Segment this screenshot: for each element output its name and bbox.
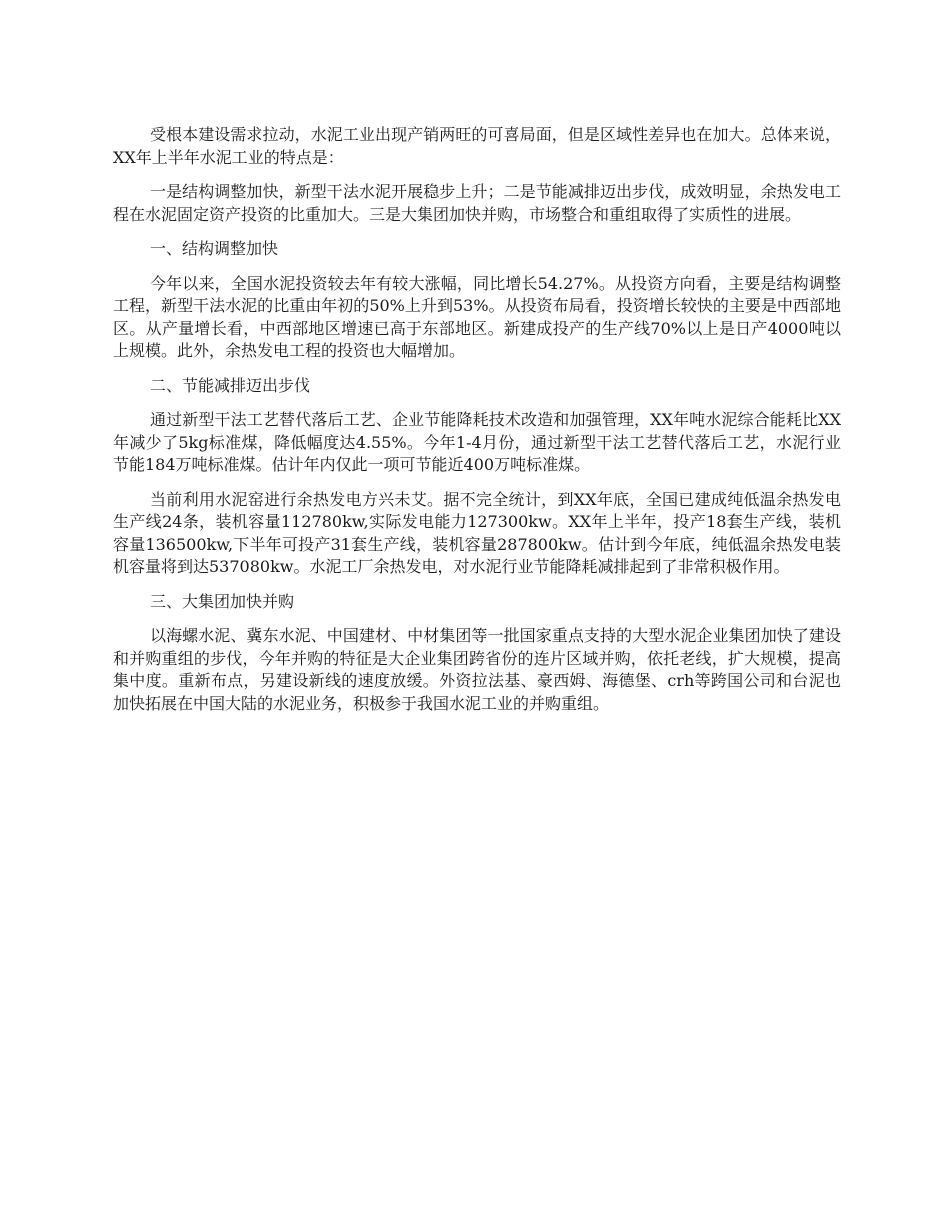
paragraph-waste-heat: 当前利用水泥窑进行余热发电方兴未艾。据不完全统计，到XX年底，全国已建成纯低温余热发电生产线24条，装机容量112780kw,实际发电能力127300kw。XX年上半年，投产18套生产线，装机容量136500kw,下半年可投产31套生产线，装机容量287800kw。估计到今年底，纯低温余热发电装机容量将到达537080kw。水泥工厂余热发电，对水泥行业节能降耗减排起到了非常积极作用。	[113, 489, 841, 576]
section-heading-energy: 二、节能减排迈出步伐	[150, 375, 311, 395]
paragraph-structure: 今年以来，全国水泥投资较去年有较大涨幅，同比增长54.27%。从投资方向看，主要是结构调整工程，新型干法水泥的比重由年初的50%上升到53%。从投资布局看，投资增长较快的主要是中西部地区。从产量增长看，中西部地区增速已高于东部地区。新建成投产的生产线70%以上是日产4000吨以上规模。此外，余热发电工程的投资也大幅增加。	[113, 273, 841, 360]
section-heading-structure: 一、结构调整加快	[150, 239, 279, 258]
paragraph-summary: 一是结构调整加快，新型干法水泥开展稳步上升；二是节能减排迈出步伐，成效明显，余热发电工程在水泥固定资产投资的比重加大。三是大集团加快并购，市场整合和重组取得了实质性的进展。	[113, 182, 841, 224]
paragraph-energy-saving: 通过新型干法工艺替代落后工艺、企业节能降耗技术改造和加强管理，XX年吨水泥综合能耗比XX年减少了5kg标准煤，降低幅度达4.55%。今年1-4月份，通过新型干法工艺替代落后工艺，水泥行业节能184万吨标准煤。估计年内仅此一项可节能近400万吨标准煤。	[113, 410, 841, 474]
paragraph-mergers: 以海螺水泥、冀东水泥、中国建材、中材集团等一批国家重点支持的大型水泥企业集团加快了建设和并购重组的步伐，今年并购的特征是大企业集团跨省份的连片区域并购，依托老线，扩大规模，提高集中度。重新布点，另建设新线的速度放缓。外资拉法基、豪西姆、海德堡、crh等跨国公司和台泥也加快拓展在中国大陆的水泥业务，积极参于我国水泥工业的并购重组。	[113, 626, 841, 713]
paragraph-intro: 受根本建设需求拉动，水泥工业出现产销两旺的可喜局面，但是区域性差异也在加大。总体来说，XX年上半年水泥工业的特点是：	[113, 125, 841, 167]
document-body	[113, 124, 841, 727]
section-heading-mergers: 三、大集团加快并购	[150, 591, 295, 611]
